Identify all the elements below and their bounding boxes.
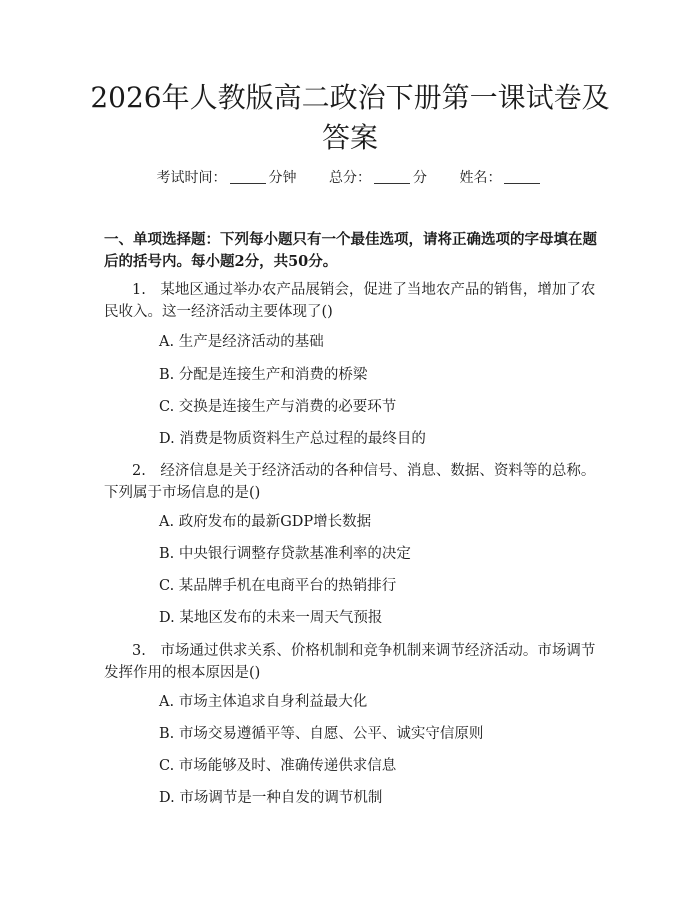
question-2-option-a[interactable]: A. 政府发布的最新GDP增长数据 (159, 514, 372, 530)
question-1-stem: 1. 某地区通过举办农产品展销会，促进了当地农产品的销售，增加了农民收入。这一经济活动主要体现了() (104, 282, 596, 320)
question-2-option-d[interactable]: D. 某地区发布的未来一周天气预报 (159, 610, 383, 626)
question-1-option-c[interactable]: C. 交换是连接生产与消费的必要环节 (159, 399, 397, 415)
question-3-stem: 3. 市场通过供求关系、价格机制和竞争机制来调节经济活动。市场调节发挥作用的根本原因是() (104, 643, 596, 681)
question-2-stem: 2. 经济信息是关于经济活动的各种信号、消息、数据、资料等的总称。下列属于市场信息的是() (104, 463, 596, 501)
exam-time-blank[interactable] (230, 169, 266, 184)
exam-meta-line (0, 168, 700, 188)
total-score-blank[interactable] (374, 169, 410, 184)
exam-time-field (157, 168, 297, 188)
total-score-unit: 分 (413, 170, 427, 186)
question-2-option-b[interactable]: B. 中央银行调整存贷款基准利率的决定 (159, 546, 411, 562)
total-score-field (329, 168, 427, 188)
student-name-label: 姓名： (459, 170, 502, 186)
question-3-option-b[interactable]: B. 市场交易遵循平等、自愿、公平、诚实守信原则 (159, 726, 484, 742)
question-3-option-d[interactable]: D. 市场调节是一种自发的调节机制 (159, 790, 383, 806)
question-1-option-a[interactable]: A. 生产是经济活动的基础 (159, 334, 324, 350)
question-3-option-a[interactable]: A. 市场主体追求自身利益最大化 (159, 694, 368, 710)
exam-time-unit: 分钟 (268, 170, 297, 186)
total-score-label: 总分： (329, 170, 371, 186)
section-heading-single-choice: 一、单项选择题：下列每小题只有一个最佳选项，请将正确选项的字母填在题后的括号内。每小题2分，共50分。 (104, 231, 597, 270)
student-name-field (459, 168, 543, 188)
question-1-option-b[interactable]: B. 分配是连接生产和消费的桥梁 (159, 367, 368, 383)
question-3-option-c[interactable]: C. 市场能够及时、准确传递供求信息 (159, 758, 397, 774)
student-name-blank[interactable] (504, 169, 540, 184)
question-2-option-c[interactable]: C. 某品牌手机在电商平台的热销排行 (159, 578, 397, 594)
question-1-option-d[interactable]: D. 消费是物质资料生产总过程的最终目的 (159, 431, 426, 447)
exam-title: 2026年人教版高二政治下册第一课试卷及答案 (90, 81, 610, 154)
exam-time-label: 考试时间： (156, 170, 227, 186)
